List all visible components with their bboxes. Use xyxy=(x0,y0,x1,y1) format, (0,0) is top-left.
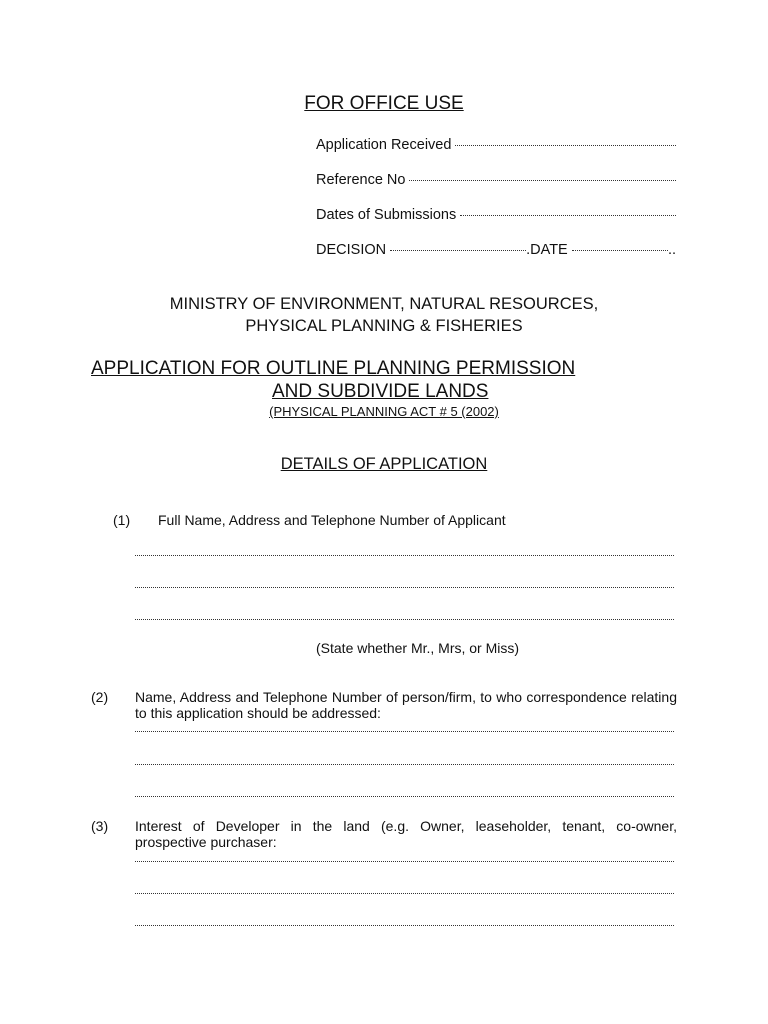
application-title-line-1: APPLICATION FOR OUTLINE PLANNING PERMISSION xyxy=(91,358,576,379)
item-1-answer-line-3[interactable] xyxy=(135,619,674,620)
item-3-text: Interest of Developer in the land (e.g. Owner, leaseholder, tenant, co-owner, prospective purchaser: xyxy=(135,818,677,850)
office-use-title: FOR OFFICE USE xyxy=(304,93,464,114)
item-3-number: (3) xyxy=(91,818,109,834)
item-1-note: (State whether Mr., Mrs, or Miss) xyxy=(316,640,520,656)
item-1-number: (1) xyxy=(113,512,131,528)
ministry-line-2: PHYSICAL PLANNING & FISHERIES xyxy=(245,317,523,335)
application-title-line-2: AND SUBDIVIDE LANDS xyxy=(272,381,489,402)
date-trailer: .. xyxy=(667,242,676,258)
decision-blank[interactable] xyxy=(390,249,526,251)
reference-no-field[interactable] xyxy=(316,172,676,188)
item-1-answer-line-2[interactable] xyxy=(135,587,674,588)
ministry-line-1: MINISTRY OF ENVIRONMENT, NATURAL RESOURCES, xyxy=(169,295,599,313)
item-2-answer-line-3[interactable] xyxy=(135,796,674,797)
dates-of-submissions-blank[interactable] xyxy=(460,214,676,216)
details-heading: DETAILS OF APPLICATION xyxy=(280,455,488,473)
item-3-answer-line-3[interactable] xyxy=(135,925,674,926)
item-1-answer-line-1[interactable] xyxy=(135,555,674,556)
application-received-blank[interactable] xyxy=(455,144,676,146)
dates-of-submissions-field[interactable] xyxy=(316,207,676,223)
decision-label: DECISION xyxy=(316,242,387,258)
decision-field[interactable] xyxy=(316,242,676,258)
item-2-answer-line-1[interactable] xyxy=(135,731,674,732)
application-received-label: Application Received xyxy=(316,137,452,153)
reference-no-label: Reference No xyxy=(316,172,406,188)
item-3-answer-line-1[interactable] xyxy=(135,861,674,862)
item-1-text: Full Name, Address and Telephone Number of Applicant xyxy=(158,512,506,528)
reference-no-blank[interactable] xyxy=(409,179,676,181)
item-2-number: (2) xyxy=(91,689,109,705)
item-2-answer-line-2[interactable] xyxy=(135,764,674,765)
application-received-field[interactable] xyxy=(316,137,676,153)
act-subtitle: (PHYSICAL PLANNING ACT # 5 (2002) xyxy=(269,404,499,419)
item-3-answer-line-2[interactable] xyxy=(135,893,674,894)
dates-of-submissions-label: Dates of Submissions xyxy=(316,207,457,223)
item-2-text: Name, Address and Telephone Number of person/firm, to who correspondence relating to this application should be addressed: xyxy=(135,689,677,721)
date-label: .DATE xyxy=(526,242,568,258)
date-blank[interactable] xyxy=(572,249,668,251)
